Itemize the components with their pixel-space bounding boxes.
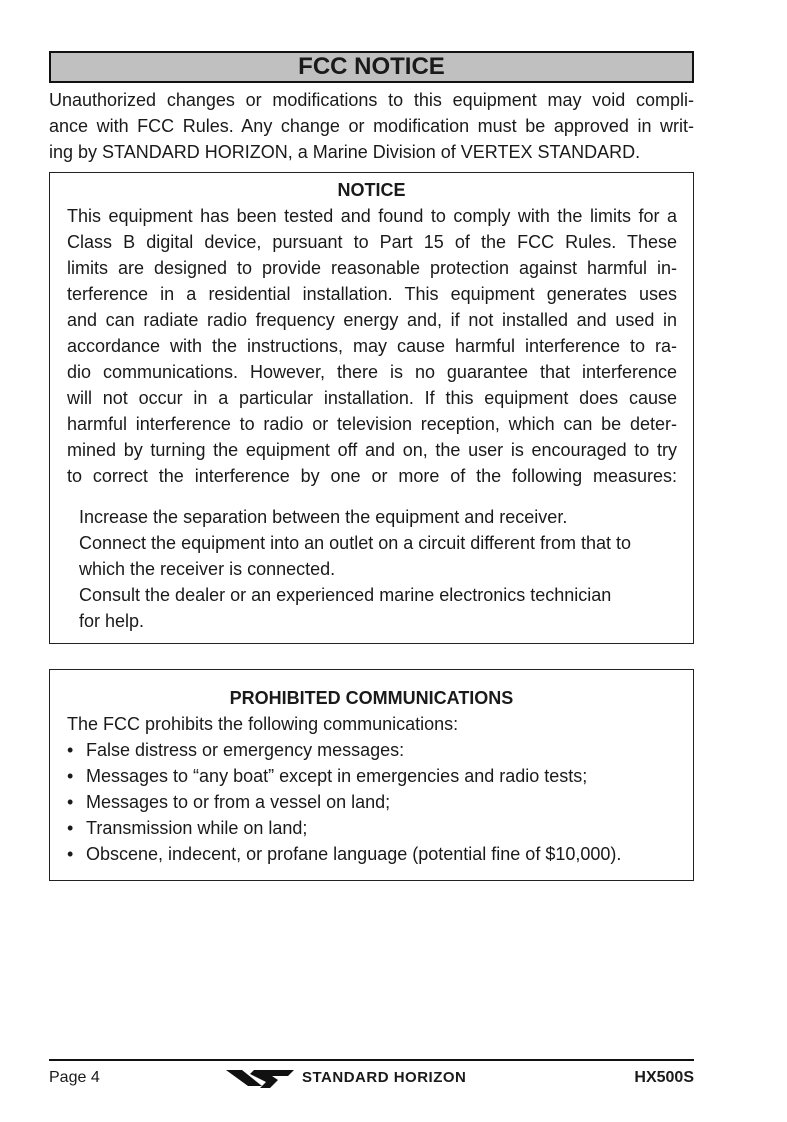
text-line: terference in a residential installation. This equipment generates uses: [67, 284, 677, 304]
page-number: Page 4: [49, 1069, 100, 1086]
text-line: and can radiate radio frequency energy and, if not installed and used in: [67, 310, 677, 330]
prohibited-box: [49, 669, 694, 881]
text-line: accordance with the instructions, may cause harmful interference to ra-: [67, 336, 677, 356]
notice-title: NOTICE: [337, 180, 406, 200]
measure-item: which the receiver is connected.: [79, 559, 336, 579]
prohibited-body: [67, 711, 677, 867]
notice-box: [49, 172, 694, 644]
list-item: • False distress or emergency messages:: [67, 740, 405, 760]
model-name: HX500S: [634, 1069, 694, 1086]
measure-item: Consult the dealer or an experienced marine electronics technician: [79, 585, 612, 605]
text-line: ance with FCC Rules. Any change or modification must be approved in writ-: [49, 116, 694, 136]
list-item: • Messages to or from a vessel on land;: [67, 792, 391, 812]
brand-name: STANDARD HORIZON: [302, 1069, 467, 1086]
text-line: mined by turning the equipment off and on, the user is encouraged to try: [67, 440, 677, 460]
text-line: Unauthorized changes or modifications to this equipment may void compli-: [49, 90, 694, 110]
prohibited-intro: The FCC prohibits the following communications:: [67, 714, 459, 734]
prohibited-title: PROHIBITED COMMUNICATIONS: [229, 688, 514, 708]
list-item: • Messages to “any boat” except in emergencies and radio tests;: [67, 766, 588, 786]
brand-logo: [226, 1068, 466, 1088]
measure-item: Increase the separation between the equipment and receiver.: [79, 507, 568, 527]
measure-item: Connect the equipment into an outlet on a circuit different from that to: [79, 533, 631, 553]
list-item: • Obscene, indecent, or profane language (potential fine of $10,000).: [67, 844, 622, 864]
brand-mark-icon: [226, 1068, 294, 1088]
text-line: will not occur in a particular installation. If this equipment does cause: [67, 388, 677, 408]
text-line: This equipment has been tested and found to comply with the limits for a: [67, 206, 677, 226]
text-line: harmful interference to radio or television reception, which can be deter-: [67, 414, 677, 434]
intro-paragraph: [49, 87, 694, 165]
footer-divider: [49, 1059, 694, 1061]
measures-list: [79, 504, 669, 634]
text-line: ing by STANDARD HORIZON, a Marine Division of VERTEX STANDARD.: [49, 142, 641, 162]
text-line: Class B digital device, pursuant to Part 15 of the FCC Rules. These: [67, 232, 677, 252]
list-item: • Transmission while on land;: [67, 818, 308, 838]
text-line: to correct the interference by one or more of the following measures:: [67, 466, 677, 486]
measure-item: for help.: [79, 611, 145, 631]
page-title: FCC NOTICE: [49, 51, 694, 83]
notice-body: [67, 203, 677, 489]
text-line: dio communications. However, there is no guarantee that interference: [67, 362, 677, 382]
text-line: limits are designed to provide reasonable protection against harmful in-: [67, 258, 677, 278]
